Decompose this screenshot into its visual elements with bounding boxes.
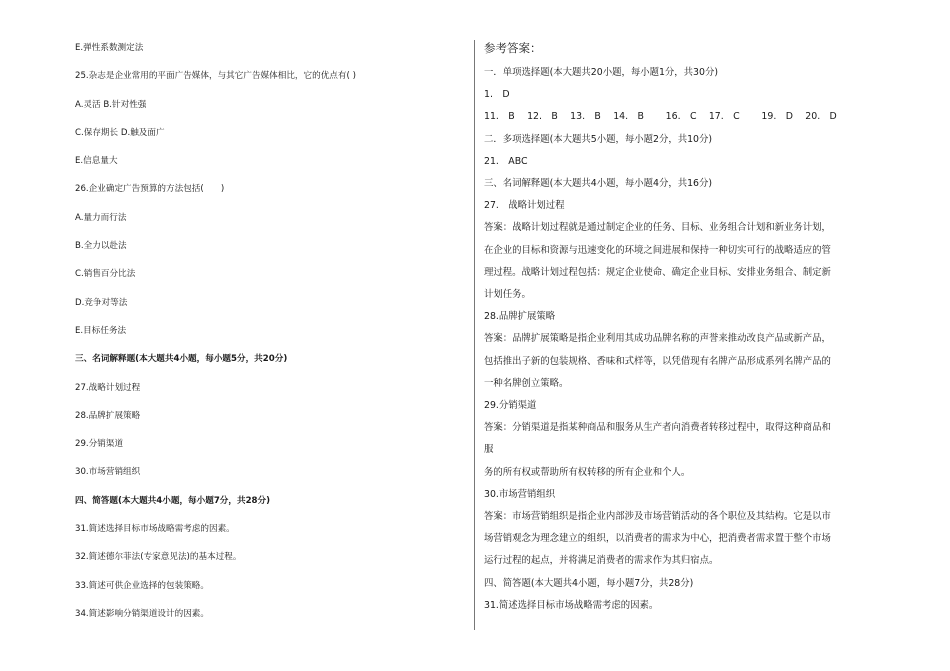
options-a-b: A.灵活 B.针对性强 xyxy=(75,99,147,110)
answer-section-2: 二．多项选择题(本大题共5小题，每小题2分，共10分) xyxy=(484,133,713,145)
answer-key-title: 参考答案： xyxy=(484,41,542,55)
question-30: 30.市场营销组织 xyxy=(75,467,141,478)
answer-29-line: 答案：分销渠道是指某种商品和服务从生产者向消费者转移过程中，取得这种商品和 xyxy=(484,422,831,434)
answer-27-line: 计划任务。 xyxy=(484,289,531,301)
answer-21: 21. ABC xyxy=(484,155,528,167)
answer-30-text xyxy=(484,506,904,573)
answer-section-4: 四、简答题(本大题共4小题，每小题7分，共28分) xyxy=(484,577,694,589)
answer-q28-title: 28.品牌扩展策略 xyxy=(484,311,556,323)
option-a: A.量力而行法 xyxy=(75,212,127,223)
answer-28-text xyxy=(484,328,904,395)
option-e: E.目标任务法 xyxy=(75,325,127,336)
answer-section-1: 一．单项选择题(本大题共20小题，每小题1分，共30分) xyxy=(484,67,719,78)
question-33: 33.简述可供企业选择的包装策略。 xyxy=(75,580,209,591)
answer-28-line: 包括推出子新的包装规格、香味和式样等，以凭借现有名牌产品形成系列名牌产品的 xyxy=(484,355,831,367)
answer-29-text xyxy=(484,417,904,484)
question-31: 31.简述选择目标市场战略需考虑的因素。 xyxy=(75,524,235,535)
answer-29-line: 服 xyxy=(484,444,494,456)
answers-11-20: 11. B 12. B 13. B 14. B 16. C 17. C 19. D 20. D xyxy=(484,111,837,123)
question-34: 34.简述影响分销渠道设计的因素。 xyxy=(75,608,209,619)
question-29: 29.分销渠道 xyxy=(75,439,124,450)
answer-27-text xyxy=(484,217,904,306)
section-3-heading: 三、名词解释题(本大题共4小题，每小题5分，共20分) xyxy=(75,354,288,365)
options-c-d: C.保存期长 D.触及面广 xyxy=(75,127,165,138)
option-e-info: E.信息量大 xyxy=(75,156,118,167)
answer-section-3: 三、名词解释题(本大题共4小题，每小题4分，共16分) xyxy=(484,178,713,190)
answer-30-line: 场营销观念为理念建立的组织，以消费者的需求为中心，把消费者需求置于整个市场 xyxy=(484,533,831,545)
answer-30-line: 运行过程的起点，并将满足消费者的需求作为其归宿点。 xyxy=(484,555,719,567)
question-26: 26.企业确定广告预算的方法包括( ) xyxy=(75,184,225,195)
answer-29-line: 务的所有权或帮助所有权转移的所有企业和个人。 xyxy=(484,466,691,478)
question-27: 27.战略计划过程 xyxy=(75,382,141,393)
question-28: 28.品牌扩展策略 xyxy=(75,410,141,421)
option-d: D.竞争对等法 xyxy=(75,297,128,308)
answer-30-line: 答案：市场营销组织是指企业内部涉及市场营销活动的各个职位及其结构。它是以市 xyxy=(484,511,831,523)
answer-28-line: 一种名牌创立策略。 xyxy=(484,377,569,389)
option-c: C.销售百分比法 xyxy=(75,269,136,280)
option-b: B.全力以赴法 xyxy=(75,241,127,252)
section-4-heading: 四、简答题(本大题共4小题，每小题7分，共28分) xyxy=(75,495,271,506)
right-column xyxy=(484,40,904,617)
answer-q29-title: 29.分销渠道 xyxy=(484,400,537,412)
answer-27-line: 答案：战略计划过程就是通过制定企业的任务、目标、业务组合计划和新业务计划， xyxy=(484,222,831,234)
answer-q27-title: 27. 战略计划过程 xyxy=(484,200,565,212)
answer-28-line: 答案：品牌扩展策略是指企业利用其成功品牌名称的声誉来推动改良产品或新产品， xyxy=(484,333,831,345)
question-25: 25.杂志是企业常用的平面广告媒体，与其它广告媒体相比，它的优点有( ) xyxy=(75,71,356,82)
answer-q30-title: 30.市场营销组织 xyxy=(484,488,556,500)
answer-27-line: 在企业的目标和资源与迅速变化的环境之间进展和保持一种切实可行的战略适应的管 xyxy=(484,244,831,256)
left-column xyxy=(75,38,455,632)
option-e-elasticity: E.弹性系数测定法 xyxy=(75,43,144,53)
answer-1: 1. D xyxy=(484,89,510,101)
answer-27-line: 理过程。战略计划过程包括：规定企业使命、确定企业目标、安排业务组合、制定新 xyxy=(484,266,831,278)
column-divider xyxy=(474,40,475,630)
answer-q31-title: 31.简述选择目标市场战略需考虑的因素。 xyxy=(484,599,659,611)
question-32: 32.简述德尔菲法(专家意见法)的基本过程。 xyxy=(75,552,242,563)
